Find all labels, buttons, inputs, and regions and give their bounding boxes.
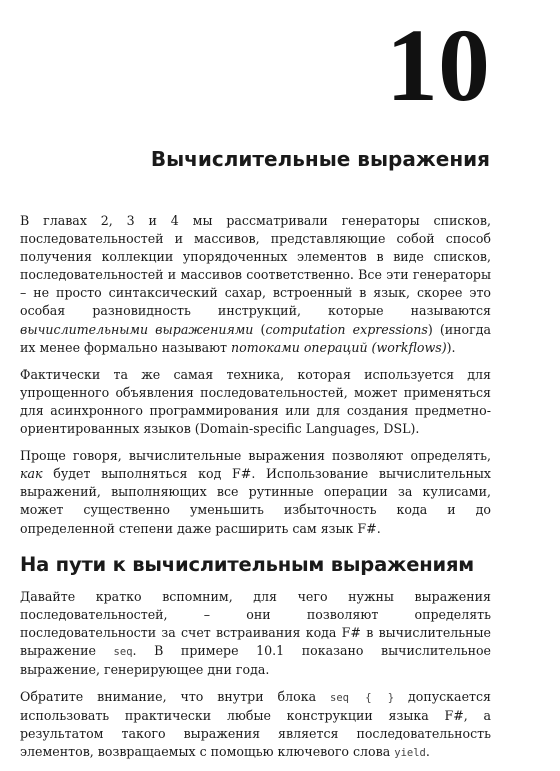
intro-paragraph-1: В главах 2, 3 и 4 мы рассматривали генераторы списков, последовательностей и массивов, представляющие собой способ получения коллекции упорядоченных элементов в виде списков, последовательностей и массивов соответственно. Все эти генераторы – не просто синтаксический сахар, встроенный в язык, скорее это особая разновидность инструкций, которые называются вычислительными выражениями (computation expressions) (иногда их менее формально называют потоками операций (workflows)). xyxy=(20,213,491,355)
intro-paragraph-3: Проще говоря, вычислительные выражения позволяют определять, как будет выполняться код F#. Использование вычислительных выражений, выполняющих все рутинные операции за кулисами, может существенно уменьшить избыточность кода и до определенной степени даже расширить сам язык F#. xyxy=(20,448,491,536)
chapter-title: Вычислительные выражения xyxy=(150,147,490,171)
inline-code: seq { } xyxy=(330,692,395,705)
section-heading: На пути к вычислительным выражениям xyxy=(20,552,475,576)
chapter-number: 10 xyxy=(386,8,490,123)
inline-code: yield xyxy=(394,747,426,760)
inline-code: seq xyxy=(113,645,133,658)
section-paragraph-2: Обратите внимание, что внутри блока seq { } допускается использовать практически любые конструкции языка F#, а результатом такого выражения является последовательность элементов, возвращаемых с помощью ключевого слова yield. xyxy=(20,689,491,760)
page-body xyxy=(20,212,491,771)
intro-paragraph-2: Фактически та же самая техника, которая используется для упрощенного объявления последовательностей, может применяться для асинхронного программирования или для создания предметно-ориентированных языков (Domain-specific Languages, DSL). xyxy=(20,366,491,437)
section-paragraph-1: Давайте кратко вспомним, для чего нужны выражения последовательностей, – они позволяют определять последовательности за счет встраивания кода F# в вычислительные выражение seq. В примере 10.1 показано вычислительное выражение, генерирующее дни года. xyxy=(20,588,492,677)
